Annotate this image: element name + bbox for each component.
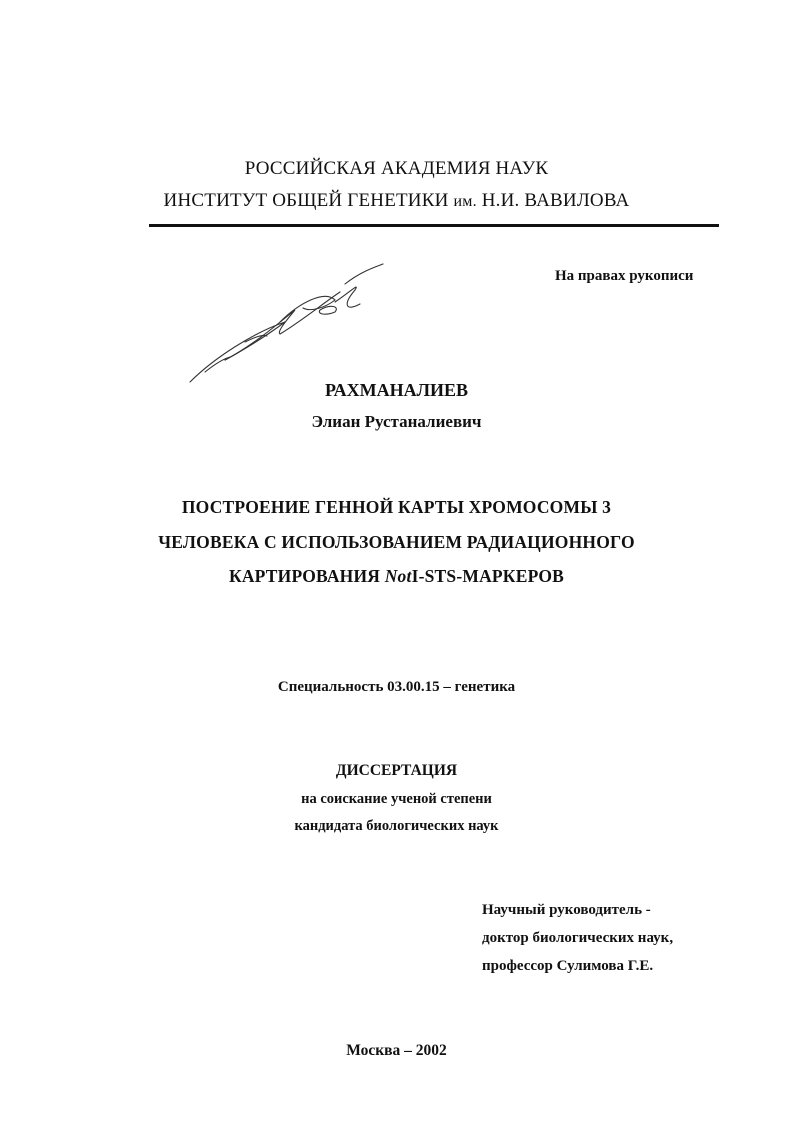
supervisor-line-1: Научный руководитель -: [482, 902, 651, 918]
title-line-3-suffix: I-STS-МАРКЕРОВ: [411, 566, 565, 586]
institute-named-after: Н.И. ВАВИЛОВА: [481, 190, 630, 211]
rights-notice: На правах рукописи: [555, 268, 694, 284]
title-line-3: [0, 566, 793, 587]
specialty: Специальность 03.00.15 – генетика: [277, 679, 516, 695]
title-line-3-prefix: КАРТИРОВАНИЯ: [228, 566, 385, 586]
header-divider: [149, 224, 719, 227]
dissertation-degree-line-1: на соискание ученой степени: [301, 791, 492, 807]
title-line-3-italic: Not: [384, 566, 412, 586]
dissertation-heading: ДИССЕРТАЦИЯ: [335, 762, 458, 779]
title-line-1: ПОСТРОЕНИЕ ГЕННОЙ КАРТЫ ХРОМОСОМЫ 3: [181, 497, 612, 517]
author-surname: РАХМАНАЛИЕВ: [324, 380, 469, 400]
city-year: Москва – 2002: [346, 1042, 447, 1059]
title-line-2: ЧЕЛОВЕКА С ИСПОЛЬЗОВАНИЕМ РАДИАЦИОННОГО: [158, 532, 635, 552]
author-given-name: Элиан Рустаналиевич: [311, 412, 482, 431]
academy-name: РОССИЙСКАЯ АКАДЕМИЯ НАУК: [244, 158, 549, 179]
institute-prefix: ИНСТИТУТ ОБЩЕЙ ГЕНЕТИКИ: [163, 190, 449, 211]
supervisor-line-3: профессор Сулимова Г.Е.: [482, 958, 654, 974]
signature: [185, 262, 395, 392]
dissertation-degree-line-2: кандидата биологических наук: [294, 818, 499, 834]
supervisor-line-2: доктор биологических наук,: [482, 930, 674, 946]
institute-abbr: им.: [453, 193, 477, 210]
institute-name: [0, 190, 793, 212]
